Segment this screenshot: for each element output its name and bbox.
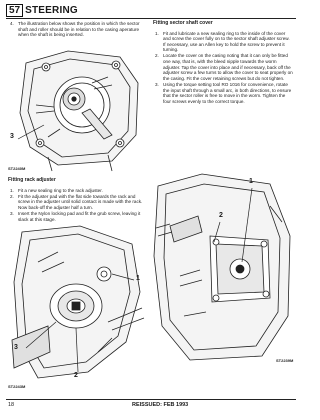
section-number: 57: [6, 4, 23, 17]
page-number: 18: [8, 402, 15, 408]
step-number: 3.: [10, 210, 14, 216]
step-number: 2.: [155, 53, 159, 59]
step-text: Locate the cover on the casing noting that it can only be fitted one way, that is, with the bleed nipple towards the worm adjuster. Tap the cover into place and if necessary, back off the adjuster screw a few turns to allow the cover to seat properly on the casing. Fit the cover retaining screws but do not tighten.: [163, 53, 293, 81]
callout-label: 1: [136, 275, 140, 282]
step-text: Insert the Nylon locking pad and fit the grub screw, leaving it slack at this stage.: [18, 210, 141, 222]
step-text: Fit the adjuster pad with the flat side towards the rack and screw in the adjuster until solid contact is made with the rack. Now back-off the adjuster half a turn.: [18, 193, 143, 210]
left-column-intro: [8, 21, 144, 38]
callout-label: 3: [10, 133, 14, 140]
figure-sector-shaft-cover: [150, 166, 296, 366]
page-header: [6, 4, 78, 17]
section-title: STEERING: [25, 5, 78, 16]
step-item: [8, 188, 144, 194]
sector-cover-illustration: [150, 166, 296, 366]
step-number: 4.: [10, 21, 14, 26]
figure-code: ST2243M: [8, 384, 26, 389]
subheading-sector-cover: Fitting sector shaft cover: [153, 20, 213, 26]
step-text: The illustration below shows the position in which the sector shaft and roller should be in relation to the casing aperature when the shaft is being inserted.: [18, 21, 140, 38]
revision-stamp: REISSUED: FEB 1993: [132, 402, 189, 408]
step-item: [8, 194, 144, 211]
step-intro: [8, 21, 144, 38]
step-item: [8, 211, 144, 222]
figure-sector-shaft-casing: [8, 43, 148, 173]
callout-label: 2: [74, 372, 78, 379]
rack-adjuster-illustration: [8, 222, 148, 390]
rack-adjuster-section: [8, 178, 144, 223]
figure-code: ST2240M: [8, 166, 26, 171]
header-rule: [6, 18, 296, 19]
callout-label: 3: [14, 344, 18, 351]
callout-label: 1: [249, 178, 253, 185]
step-item: [153, 82, 293, 104]
footer-rule: [6, 399, 296, 400]
step-number: 1.: [10, 187, 14, 193]
callout-label: 2: [219, 212, 223, 219]
step-text: Using the torque setting tool RO 1016 for convenience, rotate the input shaft through a small arc, in both directions, to ensure that the sector roller is free to move in the worm. Tighten the four screws evenly to the correct torque.: [163, 81, 292, 104]
subheading-rack-adjuster: Fitting rack adjuster: [8, 177, 56, 183]
figure-code: ST2239M: [276, 358, 294, 363]
step-text: Fit a new sealing ring to the rack adjuster.: [18, 187, 103, 193]
step-item: [153, 31, 293, 53]
step-number: 2.: [10, 193, 14, 199]
step-text: Fit and lubricate a new sealing ring to the inside of the cover and screw the cover fully on to the sector shaft adjuster screw. If necessary, use an Allen key to hold the screw to prevent it turning.: [163, 30, 290, 53]
step-number: 3.: [155, 81, 159, 87]
figure-rack-adjuster: [8, 222, 148, 390]
right-column: [153, 21, 293, 105]
step-item: [153, 53, 293, 81]
sector-shaft-illustration: [8, 43, 148, 173]
step-number: 1.: [155, 30, 159, 36]
